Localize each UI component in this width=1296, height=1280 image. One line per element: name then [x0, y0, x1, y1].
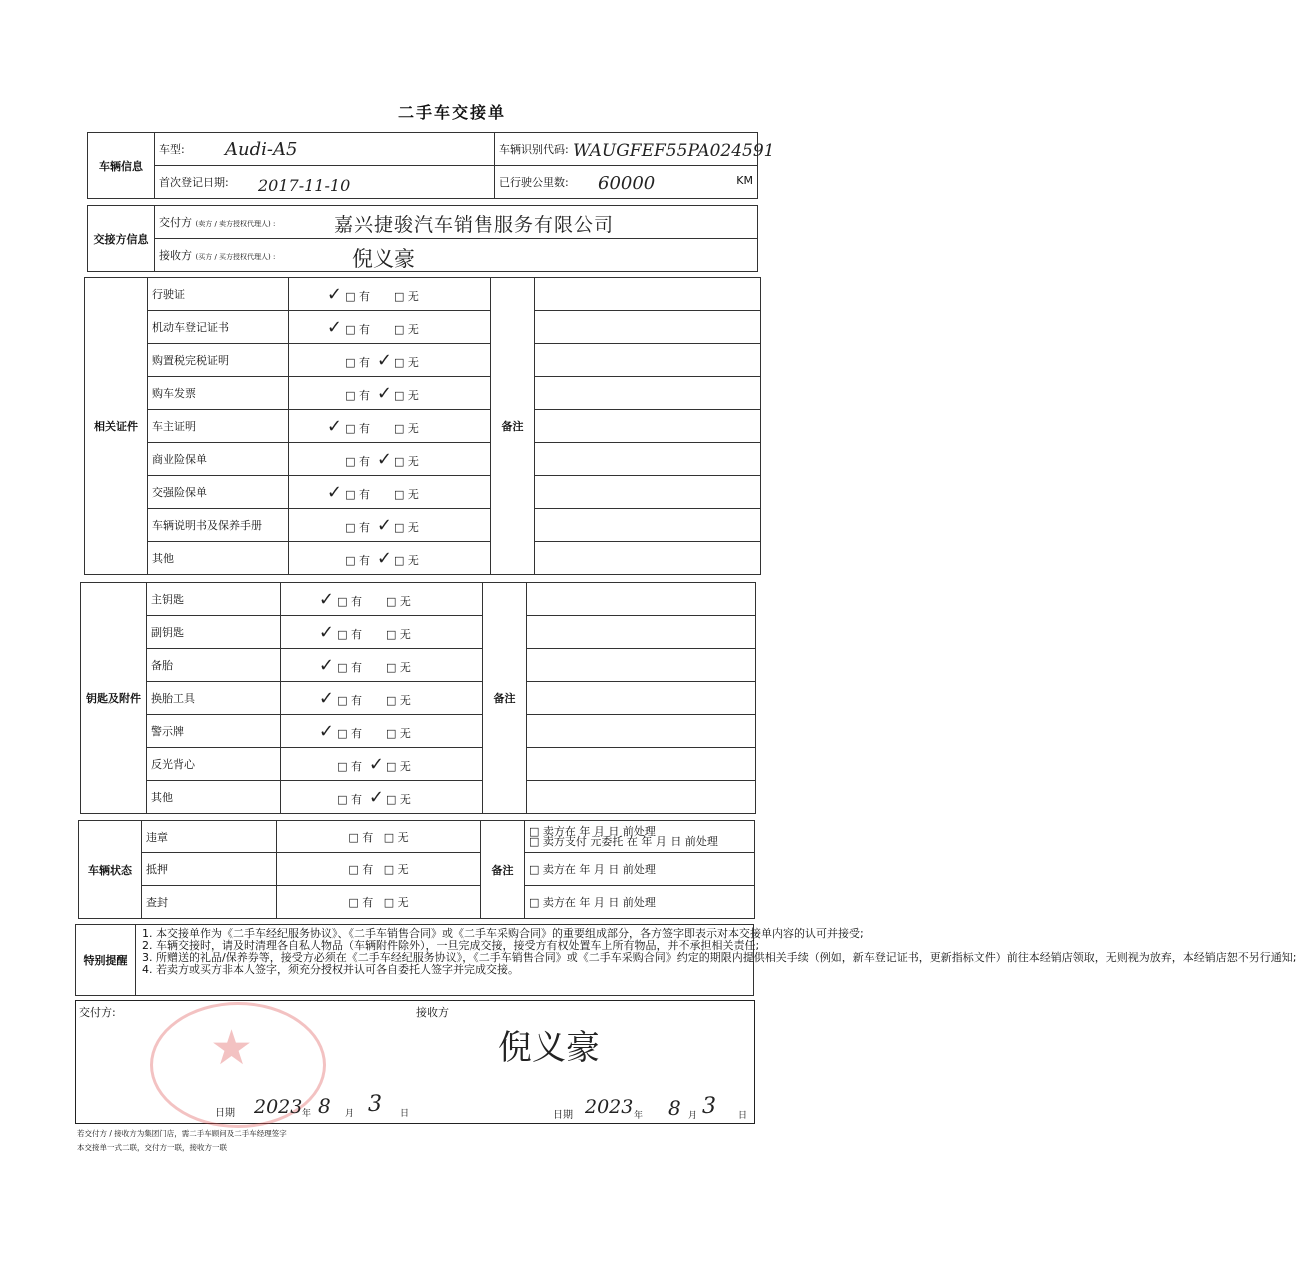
- keys-checkbox-cell-5: [281, 748, 483, 781]
- documents-tick-mark-1: ✓: [326, 316, 342, 338]
- documents-yes-0[interactable]: □ 有: [345, 289, 370, 303]
- keys-table: [80, 582, 756, 814]
- documents-label-2: 购置税完税证明: [148, 344, 289, 377]
- status-table: [78, 820, 755, 919]
- deliver-value: 嘉兴捷骏汽车销售服务有限公司: [334, 214, 615, 236]
- keys-remark-cell-3[interactable]: [527, 682, 756, 715]
- status-remark-2: □ 卖方在 年 月 日 前处理: [525, 853, 755, 886]
- keys-no-2[interactable]: □ 无: [385, 660, 411, 674]
- keys-remark-cell-6[interactable]: [527, 781, 756, 814]
- right-month-unit: 月: [688, 1111, 698, 1121]
- status-yes-1[interactable]: □ 有: [348, 863, 374, 876]
- right-day-unit: 日: [738, 1111, 748, 1121]
- keys-label-1: 副钥匙: [147, 616, 281, 649]
- documents-yes-7[interactable]: □ 有: [345, 520, 370, 534]
- documents-label-3: 购车发票: [148, 377, 289, 410]
- keys-yes-2[interactable]: □ 有: [337, 660, 362, 674]
- keys-label-4: 警示牌: [147, 715, 281, 748]
- receive-label: 接收方: [159, 249, 192, 262]
- documents-tick-mark-3: ✓: [376, 382, 392, 404]
- keys-no-3[interactable]: □ 无: [385, 693, 411, 707]
- status-yes-2[interactable]: □ 有: [348, 896, 374, 909]
- keys-yes-3[interactable]: □ 有: [337, 693, 362, 707]
- footer-line-2: 本交接单一式二联，交付方一联，接收方一联: [77, 1143, 227, 1152]
- documents-yes-6[interactable]: □ 有: [345, 487, 370, 501]
- left-year-unit: 年: [302, 1109, 312, 1119]
- keys-remark-cell-5[interactable]: [527, 748, 756, 781]
- right-date-year: 2023: [585, 1096, 634, 1118]
- left-date-label: 日期: [215, 1108, 235, 1119]
- keys-tick-mark-1: ✓: [318, 621, 334, 643]
- documents-yes-4[interactable]: □ 有: [345, 421, 370, 435]
- documents-remark-cell-6[interactable]: [535, 476, 761, 509]
- keys-label-3: 换胎工具: [147, 682, 281, 715]
- keys-checkbox-cell-6: [281, 781, 483, 814]
- keys-tick-mark-6: ✓: [368, 786, 384, 808]
- keys-label-2: 备胎: [147, 649, 281, 682]
- documents-label-7: 车辆说明书及保养手册: [148, 509, 289, 542]
- documents-no-4[interactable]: □ 无: [393, 421, 419, 435]
- keys-remark-cell-2[interactable]: [527, 649, 756, 682]
- keys-no-0[interactable]: □ 无: [385, 594, 411, 608]
- documents-remark-label: 备注: [491, 278, 535, 575]
- documents-no-7[interactable]: □ 无: [393, 520, 419, 534]
- right-date-day: 3: [702, 1094, 716, 1119]
- model-value: Audi-A5: [225, 139, 298, 160]
- left-date-year: 2023: [254, 1096, 303, 1118]
- documents-no-8[interactable]: □ 无: [393, 553, 419, 567]
- documents-remark-cell-0[interactable]: [535, 278, 761, 311]
- keys-no-6[interactable]: □ 无: [385, 792, 411, 806]
- keys-checkbox-cell-2: [281, 649, 483, 682]
- documents-remark-cell-3[interactable]: [535, 377, 761, 410]
- status-label-0: 违章: [142, 821, 277, 853]
- keys-checkbox-cell-0: [281, 583, 483, 616]
- documents-no-5[interactable]: □ 无: [393, 454, 419, 468]
- documents-remark-cell-4[interactable]: [535, 410, 761, 443]
- documents-yes-3[interactable]: □ 有: [345, 388, 370, 402]
- documents-no-3[interactable]: □ 无: [393, 388, 419, 402]
- documents-tick-mark-7: ✓: [376, 514, 392, 536]
- documents-remark-cell-5[interactable]: [535, 443, 761, 476]
- mileage-label: 已行驶公里数:: [499, 176, 569, 189]
- documents-remark-cell-8[interactable]: [535, 542, 761, 575]
- documents-no-2[interactable]: □ 无: [393, 355, 419, 369]
- vin-value: WAUGFEF55PA024591: [573, 141, 775, 161]
- documents-tick-mark-2: ✓: [376, 349, 392, 371]
- notes-table: [75, 924, 1296, 996]
- documents-label-5: 商业险保单: [148, 443, 289, 476]
- status-label-2: 查封: [142, 886, 277, 919]
- keys-yes-1[interactable]: □ 有: [337, 627, 362, 641]
- documents-no-1[interactable]: □ 无: [393, 322, 419, 336]
- keys-no-1[interactable]: □ 无: [385, 627, 411, 641]
- documents-checkbox-cell-6: [289, 476, 491, 509]
- right-date-month: 8: [668, 1096, 681, 1120]
- status-no-1[interactable]: □ 无: [383, 863, 409, 876]
- deliver-note: (卖方 / 卖方授权代理人) :: [195, 220, 276, 228]
- documents-tick-mark-5: ✓: [376, 448, 392, 470]
- documents-yes-5[interactable]: □ 有: [345, 454, 370, 468]
- documents-table: [84, 277, 761, 575]
- documents-label-8: 其他: [148, 542, 289, 575]
- status-remark-1a: □ 卖方在 年 月 日 前处理: [529, 824, 656, 838]
- documents-checkbox-cell-0: [289, 278, 491, 311]
- keys-checkbox-cell-4: [281, 715, 483, 748]
- keys-tick-mark-3: ✓: [318, 687, 334, 709]
- vehicle-info-section: 车辆信息: [88, 133, 155, 199]
- mileage-value: 60000: [598, 173, 656, 194]
- status-remark-3: □ 卖方在 年 月 日 前处理: [525, 886, 755, 919]
- left-day-unit: 日: [400, 1109, 410, 1119]
- documents-section: 相关证件: [85, 278, 148, 575]
- documents-tick-mark-0: ✓: [326, 283, 342, 305]
- note-line-2: 2. 车辆交接时，请及时清理各自私人物品（车辆附件除外），一旦完成交接，接受方有权处置车上所有物品，并不承担相关责任;: [142, 939, 760, 952]
- status-yes-0[interactable]: □ 有: [348, 830, 374, 844]
- status-label-1: 抵押: [142, 853, 277, 886]
- keys-checkbox-cell-3: [281, 682, 483, 715]
- documents-tick-mark-6: ✓: [326, 481, 342, 503]
- documents-checkbox-cell-4: [289, 410, 491, 443]
- keys-checkbox-cell-1: [281, 616, 483, 649]
- documents-remark-cell-7[interactable]: [535, 509, 761, 542]
- documents-checkbox-cell-8: [289, 542, 491, 575]
- seal-star-icon: ★: [210, 1020, 254, 1076]
- keys-yes-6[interactable]: □ 有: [337, 792, 362, 806]
- documents-tick-mark-4: ✓: [326, 415, 342, 437]
- keys-yes-5[interactable]: □ 有: [337, 759, 362, 773]
- documents-no-0[interactable]: □ 无: [393, 289, 419, 303]
- documents-checkbox-cell-7: [289, 509, 491, 542]
- documents-label-6: 交强险保单: [148, 476, 289, 509]
- documents-yes-1[interactable]: □ 有: [345, 322, 370, 336]
- documents-checkbox-cell-2: [289, 344, 491, 377]
- status-remark-1b: □ 卖方支付 元委托 在 年 月 日 前处理: [529, 834, 718, 848]
- sign-receive-label: 接收方: [416, 1006, 449, 1019]
- documents-tick-mark-8: ✓: [376, 547, 392, 569]
- documents-remark-cell-2[interactable]: [535, 344, 761, 377]
- keys-remark-cell-0[interactable]: [527, 583, 756, 616]
- mileage-unit: KM: [736, 174, 753, 187]
- form-title: 二手车交接单: [397, 103, 506, 122]
- footer-line-1: 若交付方 / 接收方为集团门店，需二手车顾问及二手车经理签字: [77, 1129, 287, 1138]
- keys-tick-mark-0: ✓: [318, 588, 334, 610]
- note-line-4: 4. 若卖方或买方非本人签字，须充分授权并认可各自委托人签字并完成交接。: [142, 963, 519, 976]
- documents-no-6[interactable]: □ 无: [393, 487, 419, 501]
- documents-label-1: 机动车登记证书: [148, 311, 289, 344]
- right-year-unit: 年: [634, 1111, 644, 1121]
- left-date-day: 3: [368, 1092, 382, 1117]
- status-no-2[interactable]: □ 无: [383, 896, 409, 909]
- note-line-1: 1. 本交接单作为《二手车经纪服务协议》、《二手车销售合同》或《二手车采购合同》的重要组成部分，各方签字即表示对本交接单内容的认可并接受;: [142, 927, 864, 940]
- documents-checkbox-cell-3: [289, 377, 491, 410]
- receive-note: (买方 / 买方授权代理人) :: [195, 253, 276, 261]
- documents-checkbox-cell-5: [289, 443, 491, 476]
- documents-yes-8[interactable]: □ 有: [345, 553, 370, 567]
- keys-remark-cell-4[interactable]: [527, 715, 756, 748]
- receive-value: 倪义豪: [352, 247, 415, 271]
- deliver-label: 交付方: [159, 216, 192, 229]
- documents-yes-2[interactable]: □ 有: [345, 355, 370, 369]
- status-section: 车辆状态: [79, 821, 142, 919]
- parties-section: 交接方信息: [88, 206, 155, 272]
- keys-tick-mark-4: ✓: [318, 720, 334, 742]
- sign-deliver-label: 交付方:: [79, 1006, 116, 1019]
- documents-label-4: 车主证明: [148, 410, 289, 443]
- keys-remark-label: 备注: [483, 583, 527, 814]
- keys-remark-cell-1[interactable]: [527, 616, 756, 649]
- keys-tick-mark-2: ✓: [318, 654, 334, 676]
- keys-yes-0[interactable]: □ 有: [337, 594, 362, 608]
- receiver-signature: 倪义豪: [498, 1028, 600, 1068]
- model-label: 车型:: [159, 143, 185, 156]
- keys-tick-mark-5: ✓: [368, 753, 384, 775]
- keys-yes-4[interactable]: □ 有: [337, 726, 362, 740]
- keys-label-5: 反光背心: [147, 748, 281, 781]
- keys-section: 钥匙及附件: [81, 583, 147, 814]
- keys-label-6: 其他: [147, 781, 281, 814]
- status-remark-label: 备注: [481, 821, 525, 919]
- note-line-3: 3. 所赠送的礼品/保养券等，接受方必须在《二手车经纪服务协议》，《二手车销售合同》或《二手车采购合同》约定的期限内提供相关手续（例如，新车登记证书，更新指标文件）前往本经销店领取，无则视为放弃，本经销店恕不另行通知;: [142, 951, 1296, 964]
- vin-label: 车辆识别代码:: [499, 143, 569, 156]
- left-month-unit: 月: [345, 1109, 355, 1119]
- first-reg-value: 2017-11-10: [258, 176, 351, 195]
- keys-no-5[interactable]: □ 无: [385, 759, 411, 773]
- documents-label-0: 行驶证: [148, 278, 289, 311]
- documents-remark-cell-1[interactable]: [535, 311, 761, 344]
- right-date-label: 日期: [553, 1110, 573, 1121]
- keys-label-0: 主钥匙: [147, 583, 281, 616]
- status-no-0[interactable]: □ 无: [383, 830, 409, 844]
- first-reg-label: 首次登记日期:: [159, 176, 229, 189]
- left-date-month: 8: [318, 1094, 331, 1118]
- keys-no-4[interactable]: □ 无: [385, 726, 411, 740]
- notes-section: 特别提醒: [76, 925, 136, 996]
- documents-checkbox-cell-1: [289, 311, 491, 344]
